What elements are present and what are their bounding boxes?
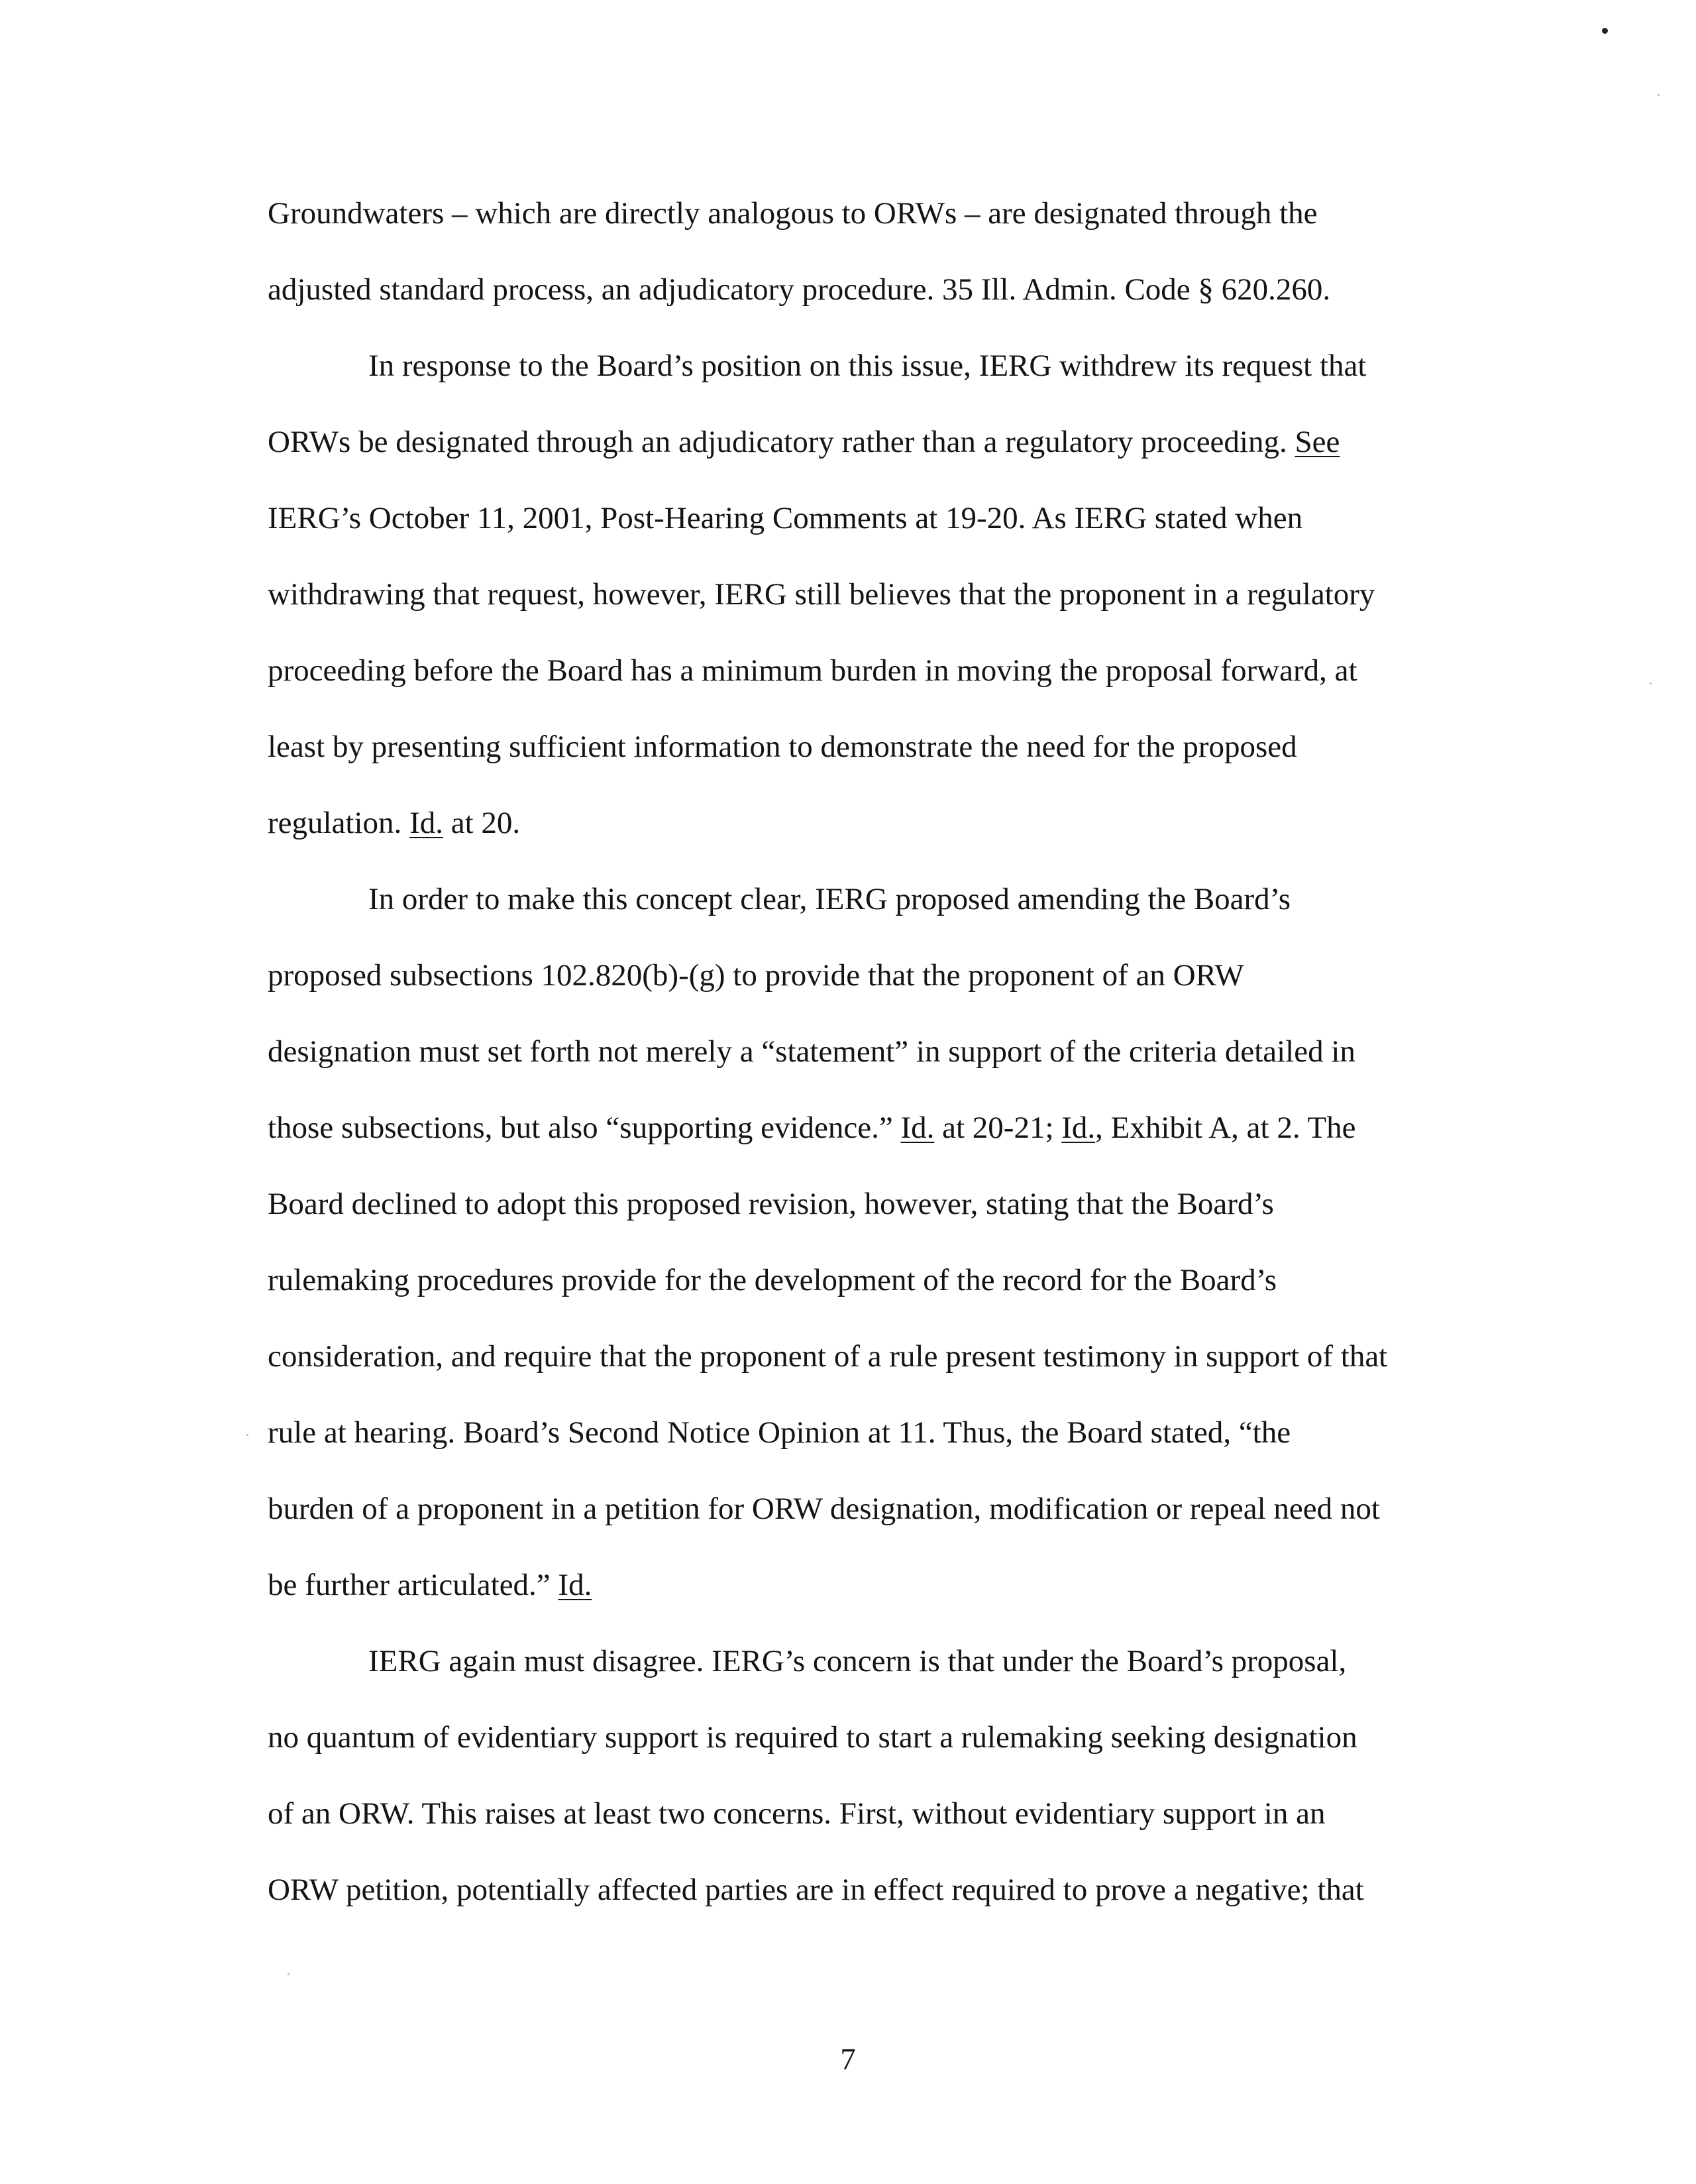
text-line xyxy=(268,422,1340,462)
text-segment: In response to the Board’s position on this issue, IERG withdrew its request that xyxy=(368,349,1367,383)
text-segment: , Exhibit A, at 2. The xyxy=(1095,1111,1356,1145)
text-line xyxy=(268,956,1244,995)
text-segment: designation must set forth not merely a “statement” in support of the criteria detailed in xyxy=(268,1034,1355,1069)
text-line xyxy=(268,1337,1387,1376)
text-segment: consideration, and require that the proponent of a rule present testimony in support of that xyxy=(268,1339,1388,1374)
text-segment: proceeding before the Board has a minimum burden in moving the proposal forward, at xyxy=(268,653,1357,688)
text-line xyxy=(268,270,1330,309)
citation-id: Id. xyxy=(900,1111,935,1145)
text-segment: IERG’s October 11, 2001, Post-Hearing Comments at 19-20. As IERG stated when xyxy=(268,501,1303,535)
text-segment: Board declined to adopt this proposed revision, however, stating that the Board’s xyxy=(268,1187,1274,1221)
text-line xyxy=(268,193,1318,233)
text-line xyxy=(268,803,520,843)
text-line xyxy=(268,1565,592,1605)
text-segment: those subsections, but also “supporting evidence.” xyxy=(268,1111,901,1145)
text-line xyxy=(268,1489,1380,1529)
text-segment: IERG again must disagree. IERG’s concern is that under the Board’s proposal, xyxy=(368,1644,1347,1678)
text-line xyxy=(268,1794,1325,1833)
text-segment: ORW petition, potentially affected parties are in effect required to prove a negative; that xyxy=(268,1873,1364,1907)
scan-speck xyxy=(1602,28,1608,34)
text-segment: Groundwaters – which are directly analogous to ORWs – are designated through the xyxy=(268,196,1318,231)
paragraph-first-line xyxy=(368,1641,1346,1681)
text-line xyxy=(268,1184,1274,1224)
citation-id: Id. xyxy=(409,806,443,840)
text-segment: least by presenting sufficient information to demonstrate the need for the proposed xyxy=(268,730,1297,764)
text-segment: of an ORW. This raises at least two concerns. First, without evidentiary support in an xyxy=(268,1796,1326,1831)
text-segment: be further articulated.” xyxy=(268,1568,558,1602)
page-number: 7 xyxy=(840,2042,856,2077)
citation-signal-see: See xyxy=(1295,425,1340,459)
text-line xyxy=(268,1413,1291,1452)
text-segment: no quantum of evidentiary support is required to start a rulemaking seeking designation xyxy=(268,1720,1357,1755)
paragraph-first-line xyxy=(368,879,1291,919)
text-segment: ORWs be designated through an adjudicatory rather than a regulatory proceeding. xyxy=(268,425,1295,459)
text-line xyxy=(268,727,1297,767)
text-segment: regulation. xyxy=(268,806,410,840)
text-line xyxy=(268,651,1357,690)
text-line xyxy=(268,1870,1364,1910)
text-line xyxy=(268,1108,1356,1148)
scan-speck xyxy=(288,1973,290,1975)
text-segment: at 20. xyxy=(443,806,521,840)
scan-speck xyxy=(246,1434,248,1436)
scan-speck xyxy=(1658,94,1660,96)
citation-id: Id. xyxy=(558,1568,592,1602)
text-segment: proposed subsections 102.820(b)-(g) to provide that the proponent of an ORW xyxy=(268,958,1244,993)
text-line xyxy=(268,498,1302,538)
text-line xyxy=(268,1718,1357,1757)
text-line xyxy=(268,1260,1277,1300)
text-segment: rule at hearing. Board’s Second Notice Opinion at 11. Thus, the Board stated, “the xyxy=(268,1415,1291,1450)
text-segment: rulemaking procedures provide for the development of the record for the Board’s xyxy=(268,1263,1277,1297)
scan-speck xyxy=(1650,682,1652,684)
text-line xyxy=(268,574,1375,614)
text-segment: burden of a proponent in a petition for ORW designation, modification or repeal need not xyxy=(268,1492,1380,1526)
text-line xyxy=(268,1032,1355,1071)
citation-id: Id. xyxy=(1061,1111,1096,1145)
paragraph-first-line xyxy=(368,346,1366,386)
text-segment: In order to make this concept clear, IERG proposed amending the Board’s xyxy=(368,882,1291,916)
text-segment: at 20-21; xyxy=(934,1111,1062,1145)
text-segment: withdrawing that request, however, IERG still believes that the proponent in a regulatory xyxy=(268,577,1375,612)
text-segment: adjusted standard process, an adjudicatory procedure. 35 Ill. Admin. Code § 620.260. xyxy=(268,272,1331,307)
